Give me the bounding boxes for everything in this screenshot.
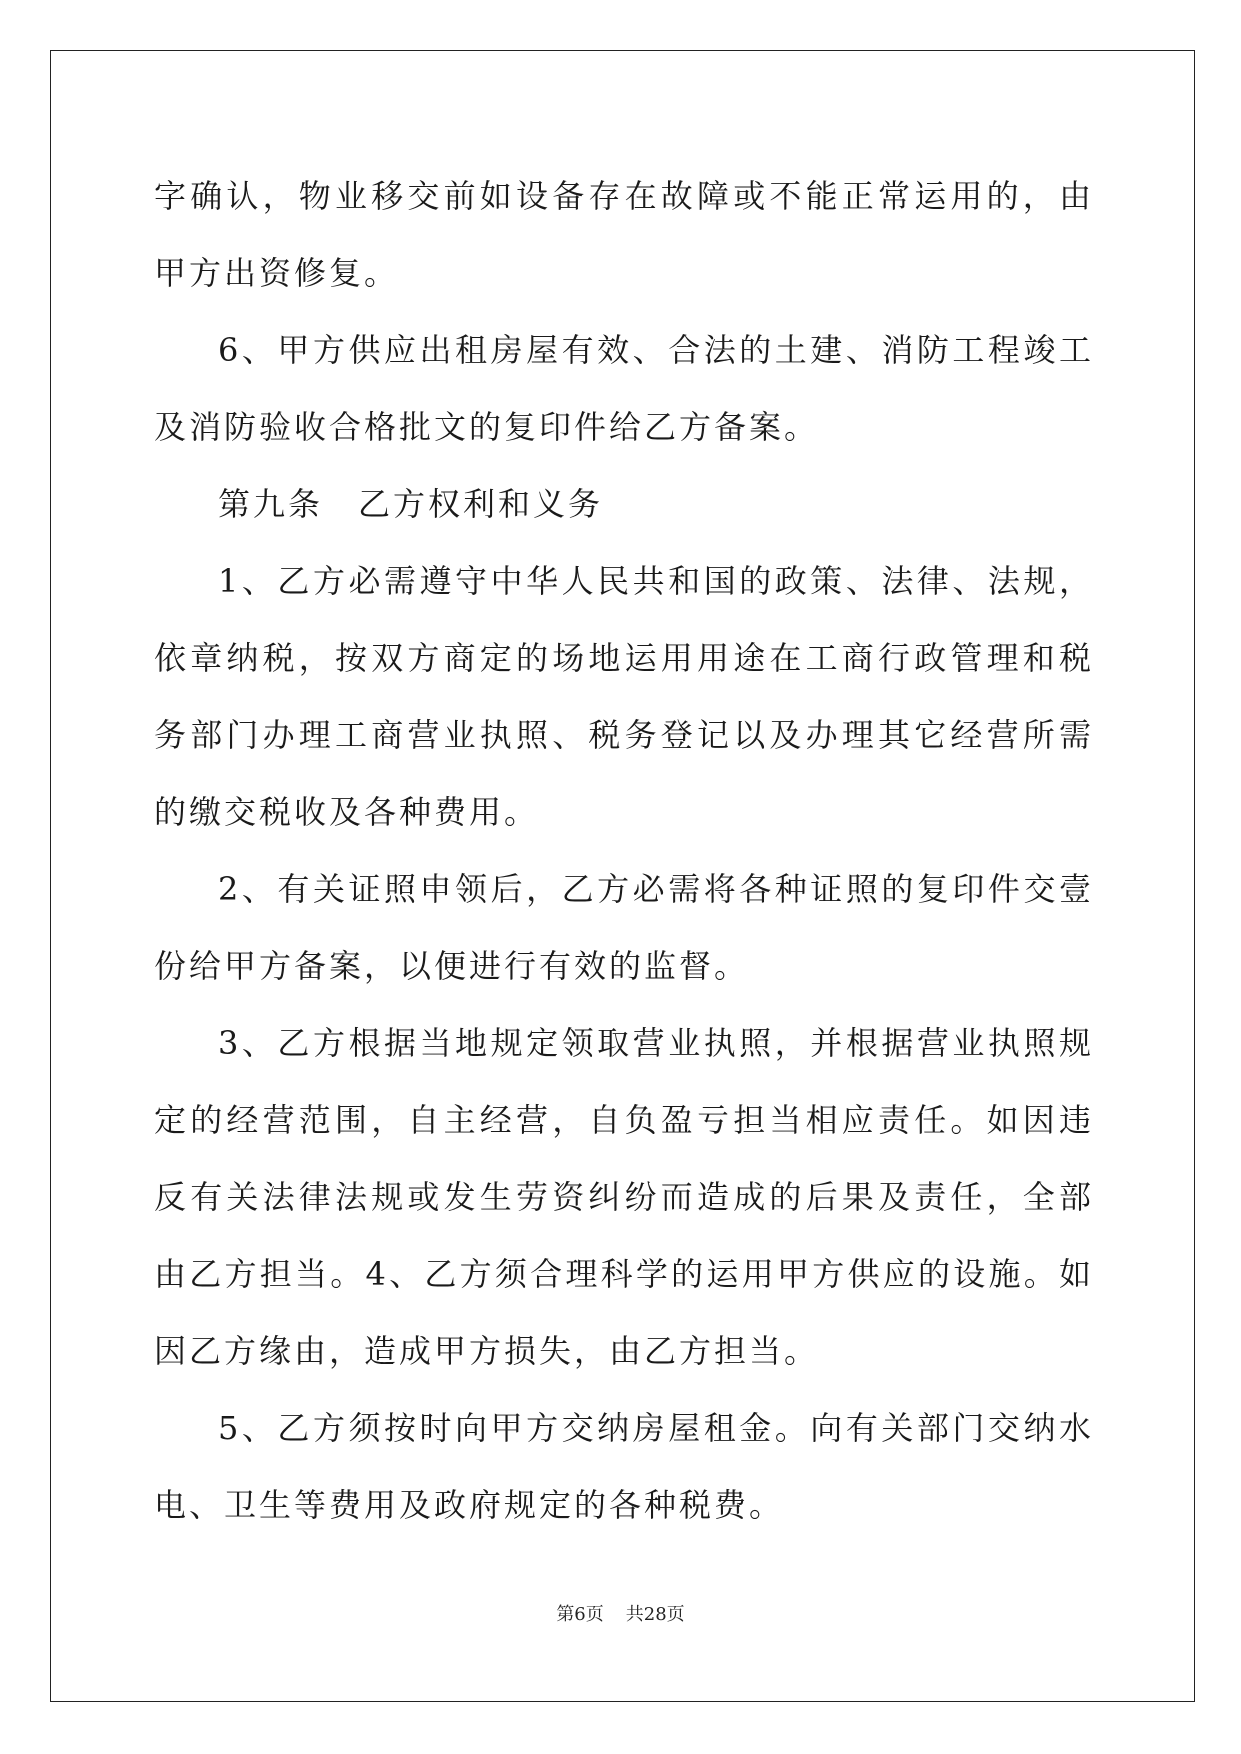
section-heading: 第九条 乙方权利和义务: [218, 485, 604, 523]
paragraph-2: 6、甲方供应出租房屋有效、合法的土建、消防工程竣工及消防验收合格批文的复印件给乙方备案。: [154, 331, 1094, 446]
page-number: 第6页: [556, 1604, 604, 1625]
page-footer: [0, 1600, 1241, 1626]
page-total: 共28页: [625, 1604, 685, 1625]
paragraph-6: 5、乙方须按时向甲方交纳房屋租金。向有关部门交纳水电、卫生等费用及政府规定的各种税费。: [154, 1409, 1094, 1524]
paragraph-3: 1、乙方必需遵守中华人民共和国的政策、法律、法规，依章纳税，按双方商定的场地运用用途在工商行政管理和税务部门办理工商营业执照、税务登记以及办理其它经营所需的缴交税收及各种费用。: [154, 562, 1094, 831]
paragraph-4: 2、有关证照申领后，乙方必需将各种证照的复印件交壹份给甲方备案，以便进行有效的监督。: [154, 870, 1094, 985]
paragraph-1: 字确认，物业移交前如设备存在故障或不能正常运用的，由甲方出资修复。: [154, 177, 1094, 292]
paragraph-5: 3、乙方根据当地规定领取营业执照，并根据营业执照规定的经营范围，自主经营，自负盈亏担当相应责任。如因违反有关法律法规或发生劳资纠纷而造成的后果及责任，全部由乙方担当。4、乙方须合理科学的运用甲方供应的设施。如因乙方缘由，造成甲方损失，由乙方担当。: [154, 1024, 1094, 1370]
document-body: [154, 158, 1094, 1544]
